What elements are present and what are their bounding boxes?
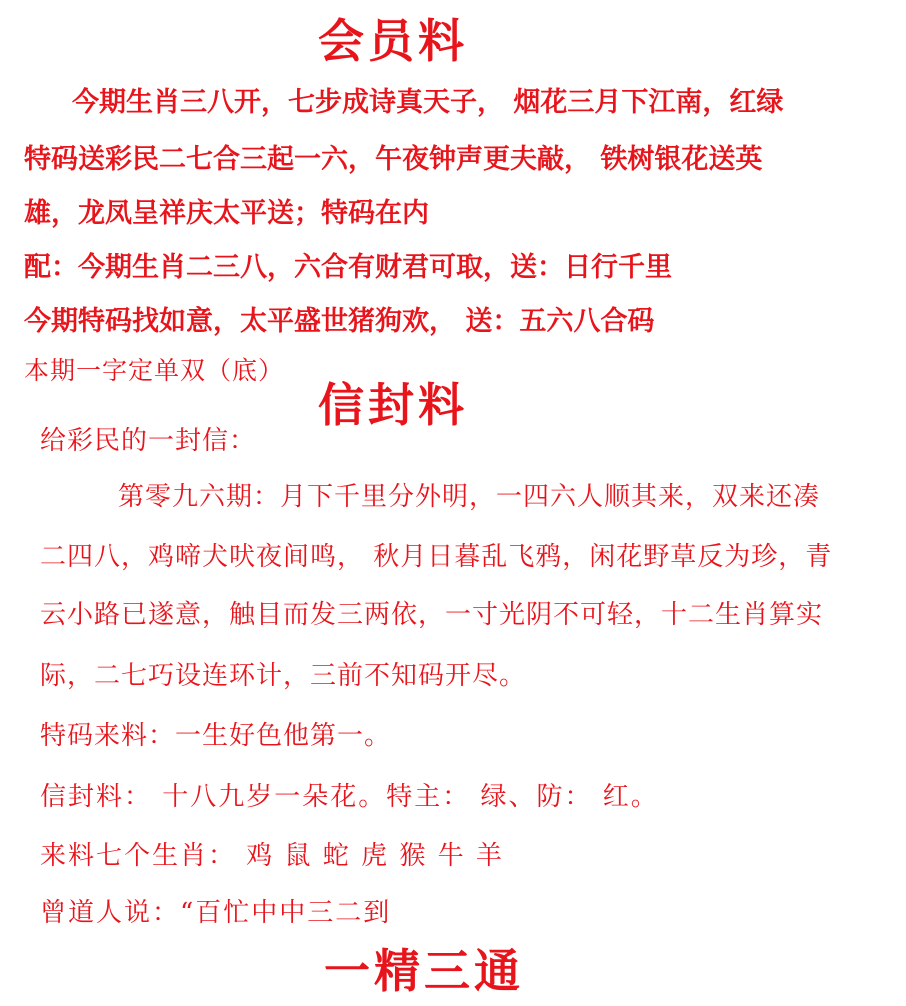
- letter-line-2: 二四八，鸡啼犬吠夜间鸣， 秋月日暮乱飞鸦，闲花野草反为珍，青: [40, 542, 833, 572]
- envelope-title: 信封料: [318, 378, 468, 432]
- saying-line: 曾道人说：“百忙中中三二到: [40, 898, 392, 928]
- special-code-line: 特码来料：一生好色他第一。: [40, 721, 392, 751]
- member-line-4: 配：今期生肖二三八，六合有财君可取，送：日行千里: [24, 252, 672, 283]
- member-line-5: 今期特码找如意，太平盛世猪狗欢， 送：五六八合码: [24, 306, 655, 337]
- letter-line-1: 第零九六期：月下千里分外明，一四六人顺其来，双来还凑: [118, 482, 821, 512]
- member-note: 本期一字定单双（底）: [24, 356, 285, 385]
- member-line-3: 雄，龙凤呈祥庆太平送；特码在内: [24, 198, 429, 229]
- third-title: 一精三通: [324, 944, 524, 998]
- letter-line-3: 云小路已遂意，触目而发三两依，一寸光阴不可轻，十二生肖算实: [40, 600, 824, 630]
- envelope-material-line: 信封料： 十八九岁一朵花。特主： 绿、防： 红。: [40, 782, 659, 812]
- member-line-2: 特码送彩民二七合三起一六，午夜钟声更夫敲， 铁树银花送英: [24, 144, 763, 175]
- letter-line-4: 际，二七巧设连环计，三前不知码开尽。: [40, 661, 527, 691]
- zodiac-line: 来料七个生肖： 鸡 鼠 蛇 虎 猴 牛 羊: [40, 841, 504, 871]
- member-line-1: 今期生肖三八开，七步成诗真天子， 烟花三月下江南，红绿: [72, 87, 784, 118]
- letter-greeting: 给彩民的一封信：: [40, 426, 257, 456]
- member-title: 会员料: [318, 14, 468, 68]
